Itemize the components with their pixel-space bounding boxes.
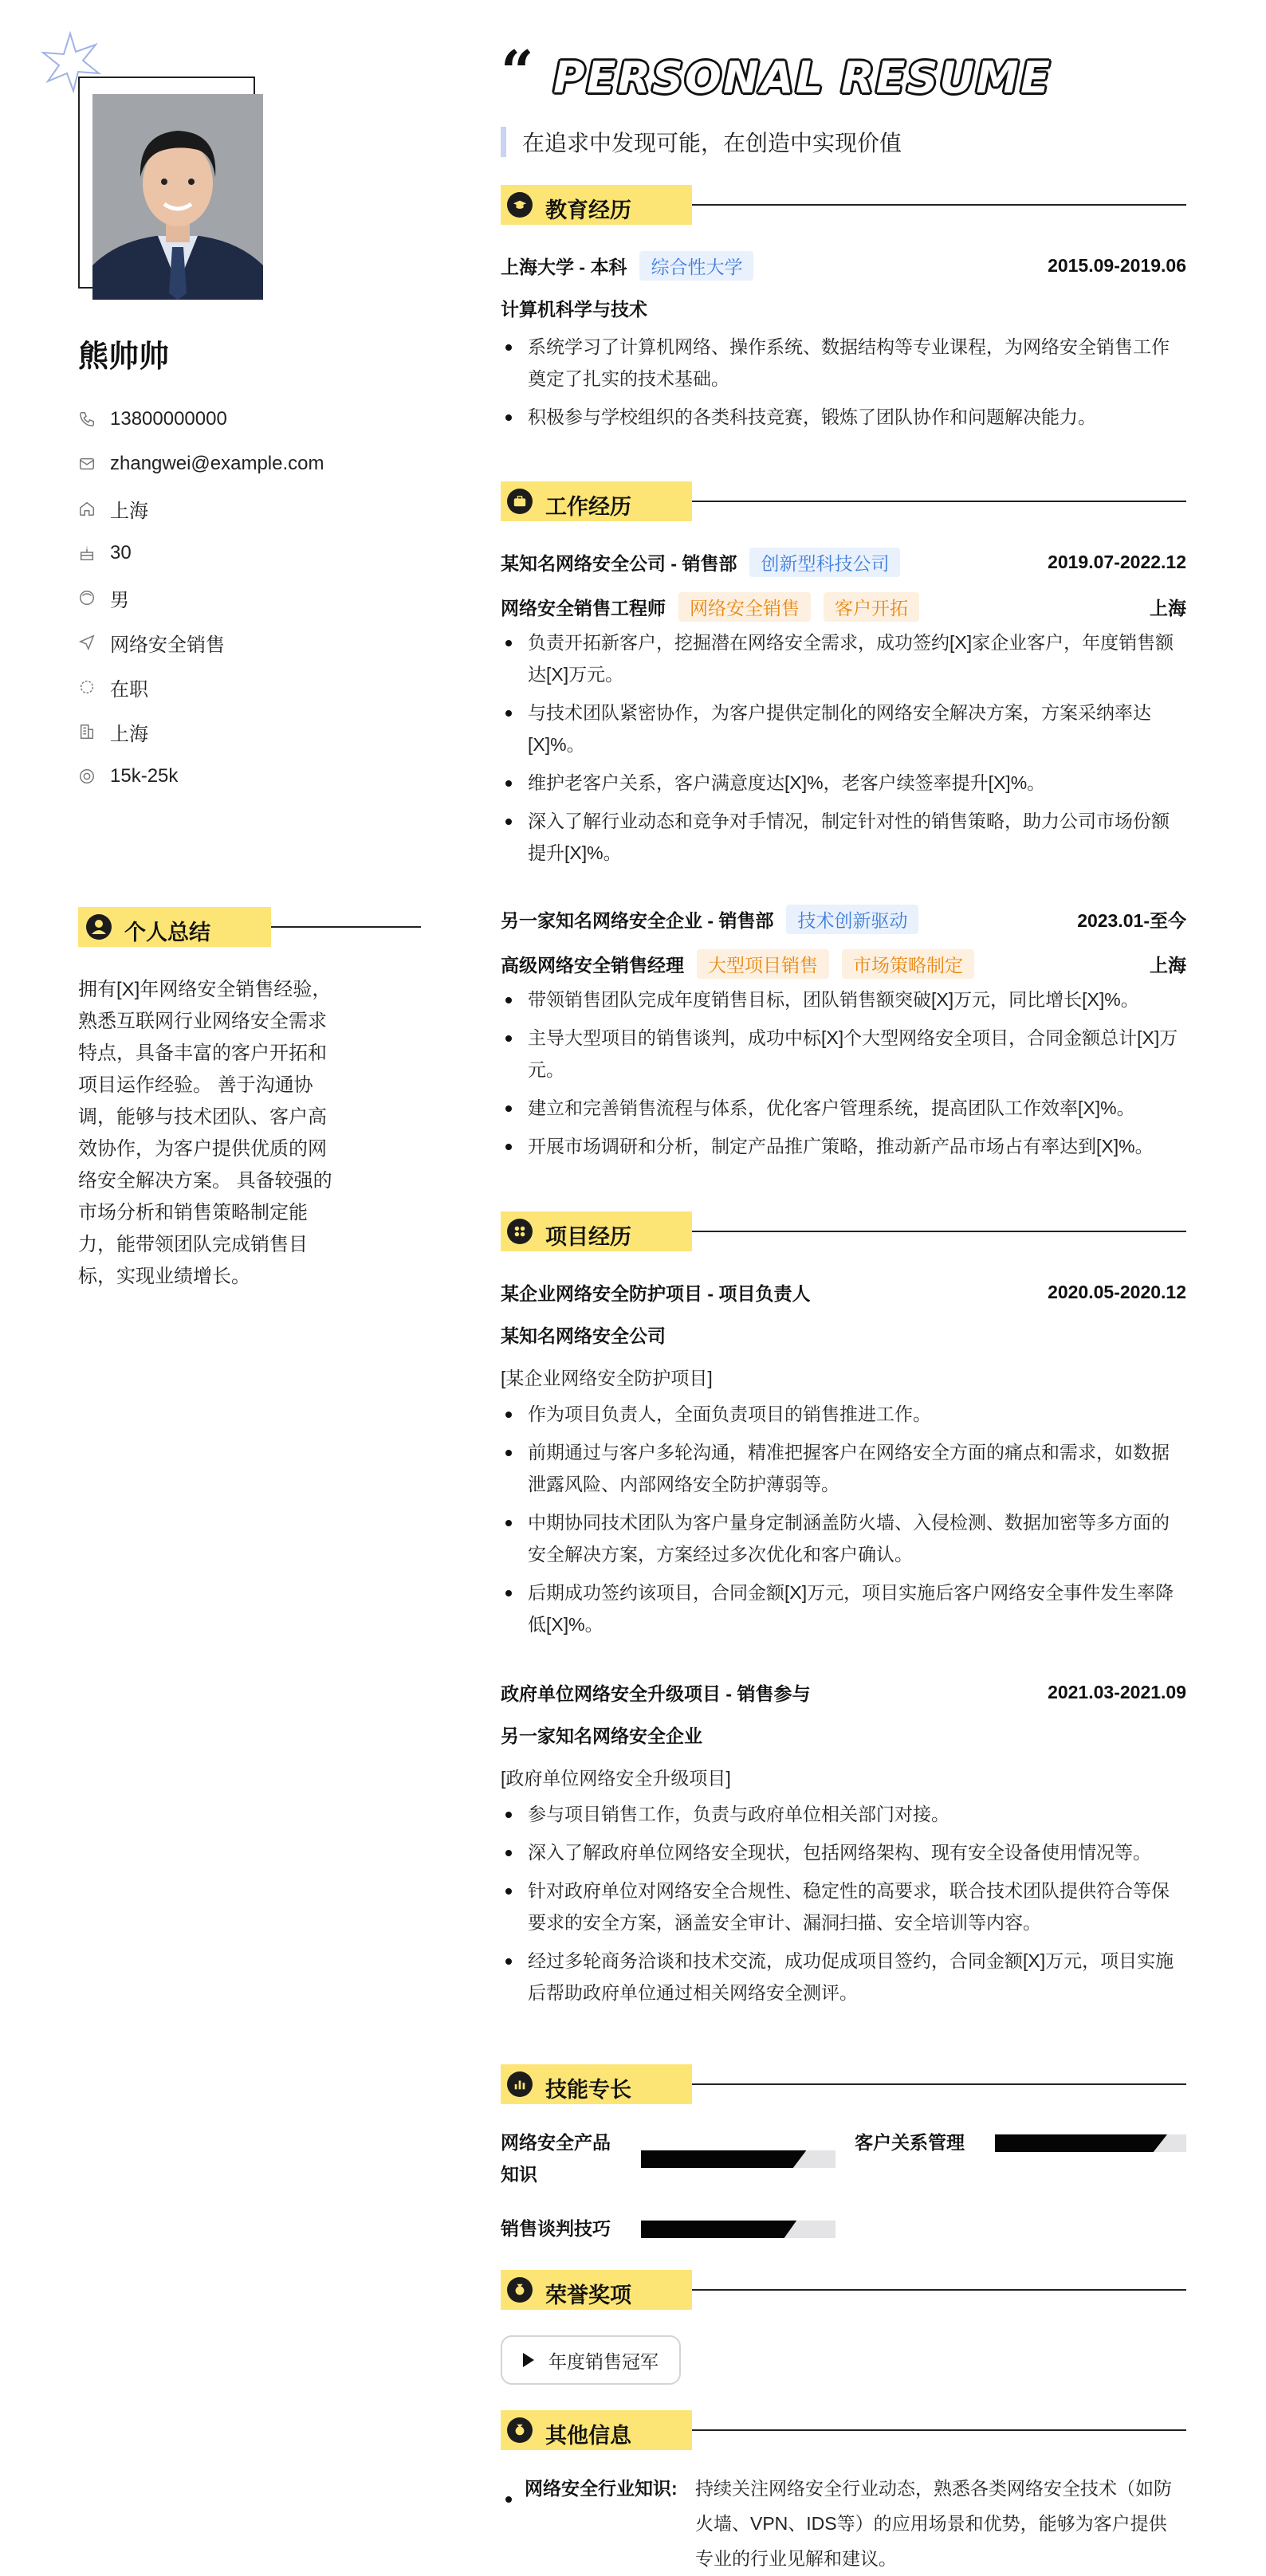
contact-phone	[78, 397, 324, 442]
user-icon	[86, 914, 112, 940]
chart-icon	[507, 2071, 533, 2097]
summary-section-header	[78, 907, 341, 947]
list-item: 系统学习了计算机网络、操作系统、数据结构等专业课程，为网络安全销售工作奠定了扎实的技术基础。	[501, 331, 1186, 395]
company-name: 某知名网络安全公司 - 销售部	[501, 552, 737, 574]
contact-location	[78, 486, 324, 531]
list-item: 维护老客户关系，客户满意度达[X]%，老客户续签率提升[X]%。	[501, 767, 1186, 799]
skill-tag: 大型项目销售	[697, 949, 829, 979]
skill-tag: 客户开拓	[824, 592, 919, 622]
status-icon	[78, 678, 96, 696]
list-item: 后期成功签约该项目，合同金额[X]万元，项目实施后客户网络安全事件发生率降低[X]%。	[501, 1577, 1186, 1640]
send-icon	[78, 634, 96, 651]
contact-text: 网络安全销售	[110, 634, 225, 656]
graduation-cap-icon	[507, 192, 533, 218]
avatar	[92, 94, 263, 300]
other-section-header	[501, 2410, 1186, 2450]
section-title: 其他信息	[545, 2424, 631, 2448]
job-city: 上海	[1150, 954, 1186, 976]
project-company: 某知名网络安全公司	[501, 1325, 666, 1346]
skill-name: 销售谈判技巧	[501, 2218, 611, 2239]
quote-mark-icon: “	[501, 37, 534, 105]
list-item: 开展市场调研和分析，制定产品推广策略，推动新产品市场占有率达到[X]%。	[501, 1130, 1186, 1162]
project-label: [某企业网络安全防护项目]	[501, 1368, 713, 1388]
project-company: 另一家知名网络安全企业	[501, 1726, 702, 1746]
job-city: 上海	[1150, 597, 1186, 618]
work-entry-1	[501, 548, 1186, 869]
phone-icon	[78, 410, 96, 428]
job-role: 网络安全销售工程师	[501, 597, 666, 618]
date-range: 2015.09-2019.06	[1048, 254, 1186, 276]
contact-age	[78, 531, 324, 575]
list-item: 负责开拓新客户，挖掘潜在网络安全需求，成功签约[X]家企业客户，年度销售额达[X]万元。	[501, 626, 1186, 690]
tagline-text: 在追求中发现可能，在创造中实现价值	[522, 131, 902, 155]
contact-text: 在职	[110, 678, 148, 701]
projects-section-header	[501, 1211, 1186, 1251]
list-item: 建立和完善销售流程与体系，优化客户管理系统，提高团队工作效率[X]%。	[501, 1092, 1186, 1124]
bullet-list	[501, 984, 1186, 1162]
tagline	[501, 126, 902, 158]
other-info	[501, 2471, 1186, 2576]
date-range: 2019.07-2022.12	[1048, 551, 1186, 572]
contact-text: 15k-25k	[110, 765, 179, 787]
salary-icon	[78, 768, 96, 785]
contact-status	[78, 665, 324, 709]
list-item: 积极参与学校组织的各类科技竞赛，锻炼了团队协作和问题解决能力。	[501, 401, 1186, 433]
skill-bar	[641, 2150, 835, 2168]
date-range: 2023.01-至今	[1077, 909, 1186, 931]
date-range: 2021.03-2021.09	[1048, 1681, 1186, 1702]
work-entry-2	[501, 905, 1186, 1162]
list-item: 中期协同技术团队为客户量身定制涵盖防火墙、入侵检测、数据加密等多方面的安全解决方案，方案经过多次优化和客户确认。	[501, 1506, 1186, 1570]
section-title: 项目经历	[545, 1225, 631, 1249]
skill-bar	[641, 2221, 835, 2238]
contact-text: 13800000000	[110, 408, 227, 430]
work-section-header	[501, 481, 1186, 521]
bullet-list	[501, 1798, 1186, 2009]
contact-text: 上海	[110, 500, 148, 522]
school-tag: 综合性大学	[639, 251, 753, 281]
sidebar	[0, 0, 446, 2571]
skill-name: 客户关系管理	[855, 2132, 965, 2153]
award-chip	[501, 2335, 681, 2385]
play-icon	[523, 2353, 534, 2367]
education-section-header	[501, 185, 1186, 225]
briefcase-icon	[507, 489, 533, 514]
list-item	[501, 2471, 1186, 2576]
list-item: 与技术团队紧密协作，为客户提供定制化的网络安全解决方案，方案采纳率达[X]%。	[501, 697, 1186, 760]
bullet-list	[501, 1398, 1186, 1640]
section-title: 技能专长	[545, 2078, 631, 2102]
list-item: 带领销售团队完成年度销售目标，团队销售额突破[X]万元，同比增长[X]%。	[501, 984, 1186, 1015]
contact-city	[78, 709, 324, 754]
skill-tag: 市场策略制定	[842, 949, 974, 979]
other-key: 网络安全行业知识:	[525, 2478, 678, 2499]
contact-position	[78, 620, 324, 665]
job-role: 高级网络安全销售经理	[501, 954, 684, 976]
project-entry-1	[501, 1278, 1186, 1640]
project-name: 政府单位网络安全升级项目 - 销售参与	[501, 1683, 811, 1704]
grid-icon	[507, 1219, 533, 1244]
page-title: PERSONAL RESUME	[553, 53, 1052, 103]
list-item: 经过多轮商务洽谈和技术交流，成功促成项目签约，合同金额[X]万元，项目实施后帮助政府单位通过相关网络安全测评。	[501, 1945, 1186, 2009]
project-label: [政府单位网络安全升级项目]	[501, 1768, 731, 1789]
summary-text: 拥有[X]年网络安全销售经验，熟悉互联网行业网络安全需求特点，具备丰富的客户开拓和项目运作经验。 善于沟通协调，能够与技术团队、客户高效协作，为客户提供优质的网络安全解决方案。 具备较强的市场分析和销售策略制定能力，能带领团队完成销售目标，实现业绩增长。	[78, 979, 332, 1287]
company-tag: 技术创新驱动	[786, 905, 918, 934]
contact-text: 男	[110, 589, 129, 611]
skills-section-header	[501, 2064, 1186, 2104]
contact-gender	[78, 575, 324, 620]
skill-bar	[995, 2134, 1186, 2152]
medal-icon	[507, 2277, 533, 2303]
contact-text: 上海	[110, 723, 148, 745]
skill-name: 网络安全产品知识	[501, 2132, 611, 2185]
school-name: 上海大学 - 本科	[501, 256, 627, 277]
mail-icon	[78, 455, 96, 473]
major: 计算机科学与技术	[501, 299, 647, 320]
gender-icon	[78, 589, 96, 607]
section-title: 个人总结	[124, 921, 210, 944]
skill-tag: 网络安全销售	[678, 592, 811, 622]
list-item: 参与项目销售工作，负责与政府单位相关部门对接。	[501, 1798, 1186, 1830]
building-icon	[78, 723, 96, 740]
contact-salary	[78, 754, 324, 799]
list-item: 主导大型项目的销售谈判，成功中标[X]个大型网络安全项目，合同金额总计[X]万元。	[501, 1022, 1186, 1086]
home-icon	[78, 500, 96, 517]
contact-text: zhangwei@example.com	[110, 453, 324, 474]
contact-email	[78, 442, 324, 486]
company-name: 另一家知名网络安全企业 - 销售部	[501, 909, 774, 931]
list-item: 深入了解政府单位网络安全现状，包括网络架构、现有安全设备使用情况等。	[501, 1836, 1186, 1868]
date-range: 2020.05-2020.12	[1048, 1281, 1186, 1302]
info-icon	[507, 2417, 533, 2443]
awards-section-header	[501, 2270, 1186, 2310]
project-name: 某企业网络安全防护项目 - 项目负责人	[501, 1282, 811, 1304]
list-item: 针对政府单位对网络安全合规性、稳定性的高要求，联合技术团队提供符合等保要求的安全方案，涵盖安全审计、漏洞扫描、安全培训等内容。	[501, 1875, 1186, 1938]
contact-list	[78, 397, 324, 799]
list-item: 作为项目负责人，全面负责项目的销售推进工作。	[501, 1398, 1186, 1430]
section-title: 荣誉奖项	[545, 2283, 631, 2307]
list-item: 深入了解行业动态和竞争对手情况，制定针对性的销售策略，助力公司市场份额提升[X]%。	[501, 805, 1186, 869]
award-label: 年度销售冠军	[548, 2350, 659, 2372]
profile-name: 熊帅帅	[78, 340, 170, 374]
section-title: 工作经历	[545, 495, 631, 519]
cake-icon	[78, 544, 96, 562]
education-entry	[501, 252, 1186, 433]
contact-text: 30	[110, 542, 132, 564]
list-item: 前期通过与客户多轮沟通，精准把握客户在网络安全方面的痛点和需求，如数据泄露风险、内部网络安全防护薄弱等。	[501, 1436, 1186, 1500]
company-tag: 创新型科技公司	[749, 548, 900, 577]
bullet-list	[501, 331, 1186, 433]
bullet-list	[501, 626, 1186, 869]
project-entry-2	[501, 1679, 1186, 2009]
other-value: 持续关注网络安全行业动态，熟悉各类网络安全技术（如防火墙、VPN、IDS等）的应用场景和优势，能够为客户提供专业的行业见解和建议。	[695, 2478, 1172, 2569]
section-title: 教育经历	[545, 198, 631, 222]
